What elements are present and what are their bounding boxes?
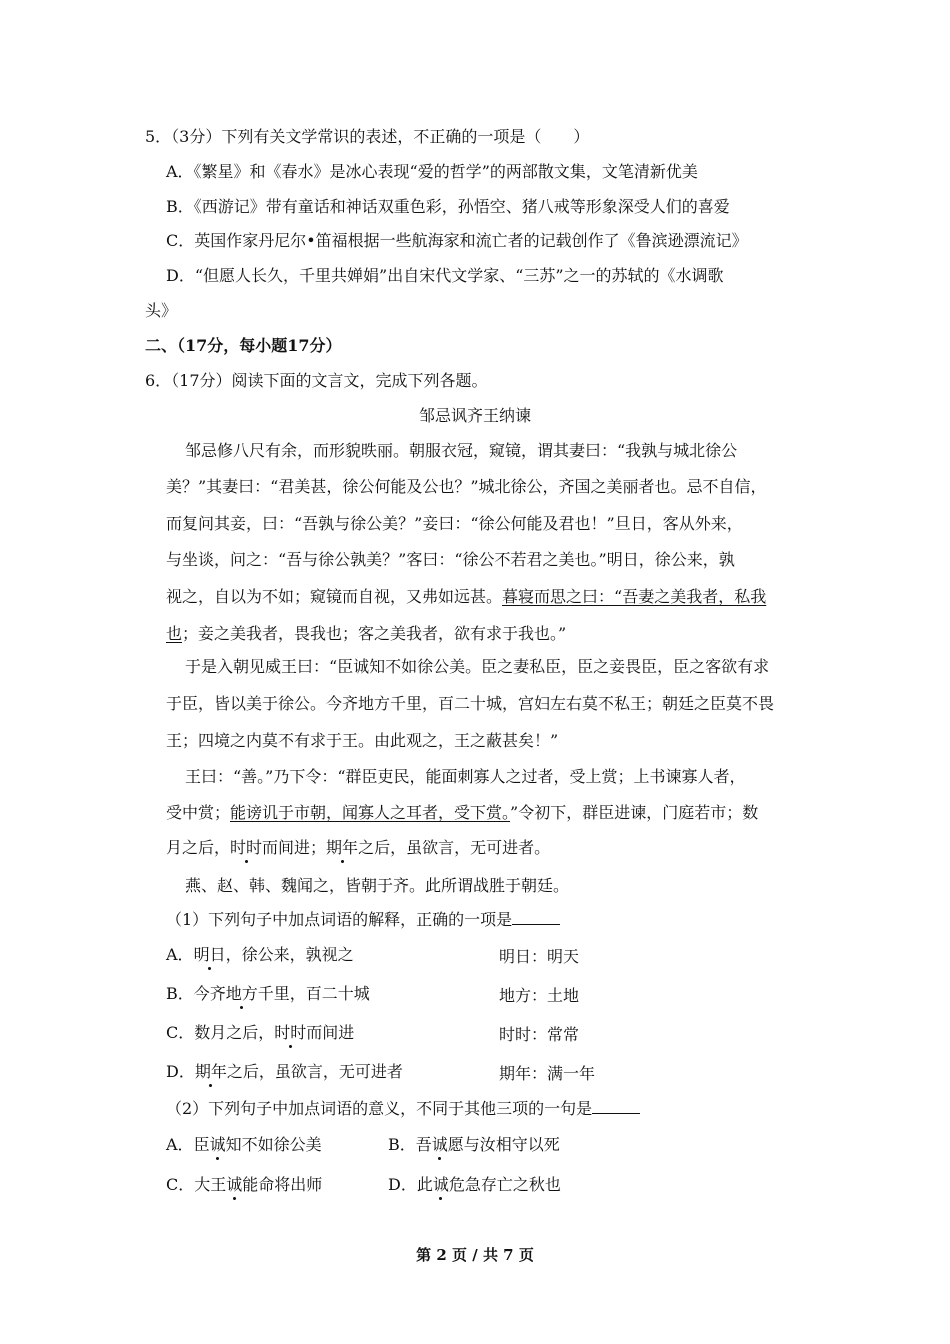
sub1-gloss-a: 明日：明天 [499,947,580,966]
sub2-option-d [388,1175,561,1195]
option-label: A． [166,1135,194,1154]
sub1-stem [166,910,560,930]
sub1-option-a [166,945,354,965]
dotted-word: 时时 [230,838,263,857]
passage-line: 与坐谈，问之：“吾与徐公孰美？”客曰：“徐公不若君之美也。”明日，徐公来，孰 [166,550,735,569]
q6-stem: 6．（17分）阅读下面的文言文，完成下列各题。 [145,371,488,390]
passage-text: ；妾之美我者，畏我也；客之美我者，欲有求于我也。” [182,624,567,643]
dotted-word: 时时 [274,1023,307,1042]
passage-line [166,838,550,858]
sub1-option-b [166,984,370,1004]
dotted-word: 诚 [209,1135,226,1154]
option-label: C． [166,1023,195,1042]
sub1-option-d [166,1062,403,1082]
passage-text: 受中赏； [166,803,231,822]
passage-line: 王曰：“善。”乃下令：“群臣吏民，能面刺寡人之过者，受上赏；上书谏寡人者， [185,767,746,786]
dotted-word: 诚 [432,1175,449,1194]
option-text: 之后，虽欲言，无可进者 [226,1062,403,1081]
option-text: 今齐 [193,984,226,1003]
option-text: 知不如徐公美 [225,1135,322,1154]
option-label: B． [166,984,194,1003]
sub2-option-c [166,1175,322,1195]
option-label: C． [166,1175,195,1194]
q5-option-c: C．英国作家丹尼尔•笛福根据一些航海家和流亡者的记载创作了《鲁滨逊漂流记》 [166,231,748,250]
option-text: 愿与汝相守以死 [447,1135,560,1154]
passage-line [166,624,566,644]
passage-line: 于臣，皆以美于徐公。今齐地方千里，百二十城，宫妇左右莫不私王；朝廷之臣莫不畏 [166,694,775,713]
option-label: D． [166,1062,195,1081]
q5-option-a: A．《繁星》和《春水》是冰心表现“爱的哲学”的两部散文集，文笔清新优美 [166,162,698,181]
sub1-stem-text: （1）下列句子中加点词语的解释，正确的一项是 [166,910,513,929]
dotted-word: 诚 [226,1175,243,1194]
passage-line [166,587,766,607]
passage-text: 之后，虽欲言，无可进者。 [358,838,551,857]
dotted-word: 地方 [225,984,258,1003]
q5-option-d-cont: 头》 [145,301,178,320]
option-text: 能命将出师 [242,1175,323,1194]
sub2-option-a [166,1135,322,1155]
option-label: B． [388,1135,416,1154]
option-label: D． [388,1175,417,1194]
passage-line: 燕、赵、韩、魏闻之，皆朝于齐。此所谓战胜于朝廷。 [185,876,570,895]
dotted-word: 期年 [194,1062,227,1081]
underlined-sentence: 暮寝而思之曰：“吾妻之美我者，私我 [502,587,767,606]
sub2-stem-text: （2）下列句子中加点词语的意义，不同于其他三项的一句是 [166,1099,593,1118]
option-label: A． [166,945,194,964]
underlined-sentence-end: 也 [166,624,183,643]
answer-blank[interactable] [592,1099,640,1114]
passage-line: 而复问其妾，曰：“吾孰与徐公美？”妾曰：“徐公何能及君也！”旦日，客从外来， [166,514,743,533]
sub1-option-c [166,1023,354,1043]
passage-text: 而间进； [262,838,327,857]
option-text: 大王 [194,1175,227,1194]
option-text: 臣 [193,1135,210,1154]
page-footer: 第 2 页 / 共 7 页 [416,1246,534,1264]
q5-stem: 5．（3分）下列有关文学常识的表述，不正确的一项是（ ） [145,127,590,146]
passage-text: 视之，自以为不如；窥镜而自视，又弗如远甚。 [166,587,503,606]
option-text: ，徐公来，孰视之 [225,945,354,964]
option-text: 危急存亡之秋也 [448,1175,561,1194]
passage-text: 月之后， [166,838,231,857]
dotted-word: 明日 [193,945,226,964]
underlined-sentence: 能谤讥于市朝，闻寡人之耳者，受下赏。 [230,803,511,822]
q5-option-b: B．《西游记》带有童话和神话双重色彩，孙悟空、猪八戒等形象深受人们的喜爱 [166,197,730,216]
sub1-gloss-c: 时时：常常 [499,1025,580,1044]
passage-line: 邹忌修八尺有余，而形貌昳丽。朝服衣冠，窥镜，谓其妻曰：“我孰与城北徐公 [185,441,738,460]
option-text: 数月之后， [194,1023,275,1042]
passage-text: ”令初下，群臣进谏，门庭若市；数 [510,803,759,822]
q5-option-d: D．“但愿人长久，千里共婵娟”出自宋代文学家、“三苏”之一的苏轼的《水调歌 [166,266,724,285]
sub1-gloss-b: 地方：土地 [499,986,580,1005]
passage-line [166,803,758,823]
section-heading: 二、（17分，每小题17分） [145,336,342,355]
passage-line: 美？”其妻曰：“君美甚，徐公何能及公也？”城北徐公，齐国之美丽者也。忌不自信， [166,477,767,496]
passage-line: 王；四境之内莫不有求于王。由此观之，王之蔽甚矣！” [166,731,559,750]
sub1-gloss-d: 期年：满一年 [499,1064,596,1083]
passage-title: 邹忌讽齐王纳谏 [418,406,531,425]
passage-line: 于是入朝见威王曰：“臣诚知不如徐公美。臣之妻私臣，臣之妾畏臣，臣之客欲有求 [185,657,770,676]
option-text: 千里，百二十城 [257,984,370,1003]
answer-blank[interactable] [512,910,560,925]
dotted-word: 诚 [431,1135,448,1154]
option-text: 而间进 [306,1023,355,1042]
option-text: 吾 [415,1135,432,1154]
sub2-stem [166,1099,640,1119]
sub2-option-b [388,1135,560,1155]
dotted-word: 期年 [326,838,359,857]
option-text: 此 [416,1175,433,1194]
